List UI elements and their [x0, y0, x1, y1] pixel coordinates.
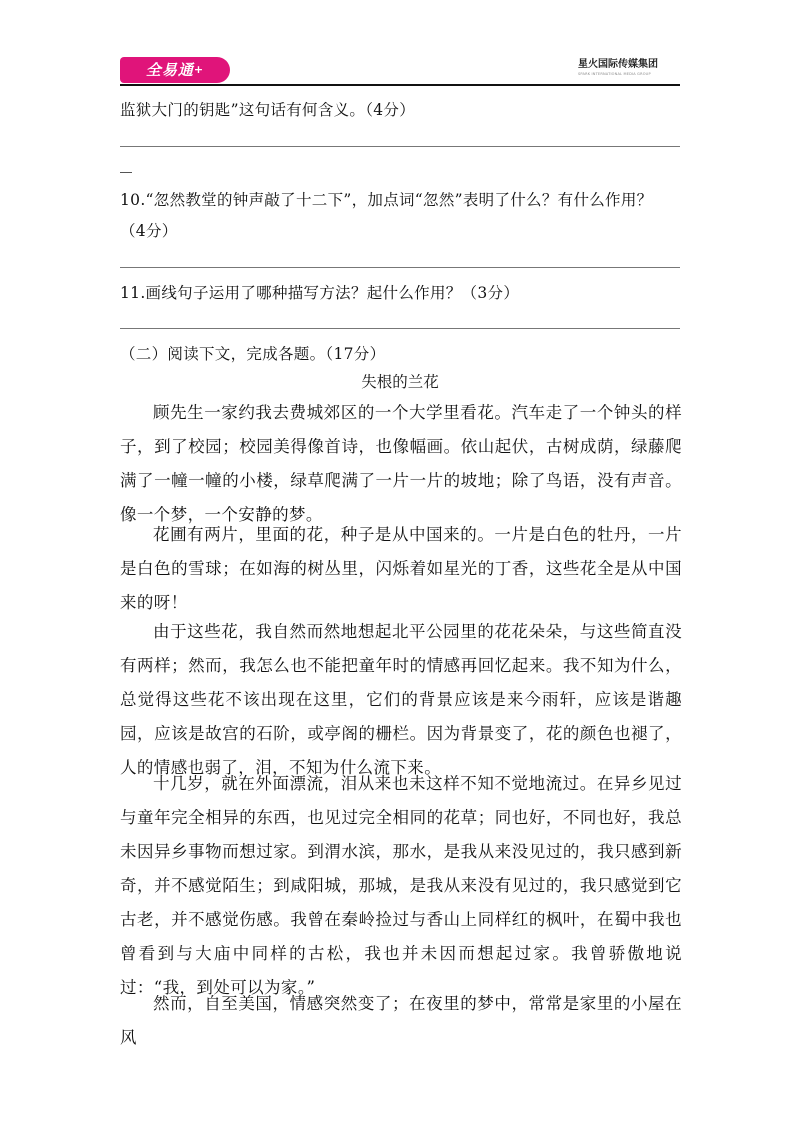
answer-line-q9	[120, 146, 680, 147]
brand-logo-plus: +	[193, 63, 205, 76]
brand-logo	[120, 57, 230, 83]
page-header	[0, 0, 800, 90]
article-paragraph-1: 顾先生一家约我去费城郊区的一个大学里看花。汽车走了一个钟头的样子，到了校园；校园美得像首诗，也像幅画。依山起伏，古树成荫，绿藤爬满了一幢一幢的小楼，绿草爬满了一片一片的坡地；除了鸟语，没有声音。像一个梦，一个安静的梦。	[120, 403, 682, 524]
article-paragraph-4: 十几岁，就在外面漂流，泪从来也未这样不知不觉地流过。在异乡见过与童年完全相异的东西，也见过完全相同的花草；同也好，不同也好，我总未因异乡事物而想过家。到渭水滨，那水，是我从来没见过的，我只感到新奇，并不感觉陌生；到咸阳城，那城，是我从来没有见过的，我只感觉到它古老，并不感觉伤感。我曾在秦岭捡过与香山上同样红的枫叶，在蜀中我也曾看到与大庙中同样的古松，我也并未因而想起过家。我曾骄傲地说过：“我，到处可以为家。”	[120, 774, 682, 997]
article-title: 失根的兰花	[361, 373, 439, 391]
question-9-continuation: 监狱大门的钥匙”这句话有何含义。（4分）	[120, 101, 416, 119]
article-paragraph-3: 由于这些花，我自然而然地想起北平公园里的花花朵朵，与这些简直没有两样；然而，我怎么也不能把童年时的情感再回忆起来。我不知为什么，总觉得这些花不该出现在这里，它们的背景应该是来今雨轩，应该是谐趣园，应该是故宫的石阶，或亭阁的栅栏。因为背景变了，花的颜色也褪了，人的情感也弱了，泪，不知为什么流下来。	[120, 622, 682, 777]
article-paragraph-2: 花圃有两片，里面的花，种子是从中国来的。一片是白色的牡丹，一片是白色的雪球；在如海的树丛里，闪烁着如星光的丁香，这些花全是从中国来的呀！	[120, 525, 682, 612]
header-divider	[120, 84, 680, 86]
article-paragraph-5: 然而，自至美国，情感突然变了；在夜里的梦中，常常是家里的小屋在风	[120, 994, 682, 1047]
section-heading: （二）阅读下文，完成各题。（17分）	[120, 345, 386, 363]
publisher-name: 星火国际传媒集团	[578, 59, 658, 70]
answer-line-q10	[120, 267, 680, 268]
question-10-line-1: 10.“忽然教堂的钟声敲了十二下”，加点词“忽然”表明了什么？有什么作用？	[120, 191, 653, 209]
answer-line-dash	[120, 172, 132, 173]
publisher-block	[578, 59, 678, 77]
publisher-subtitle: SPARK INTERNATIONAL MEDIA GROUP	[578, 72, 651, 76]
answer-line-q11	[120, 328, 680, 329]
brand-logo-text: 全易通	[145, 61, 194, 79]
question-11: 11.画线句子运用了哪种描写方法？起什么作用？（3分）	[120, 284, 520, 302]
question-10-line-2: （4分）	[120, 222, 178, 240]
